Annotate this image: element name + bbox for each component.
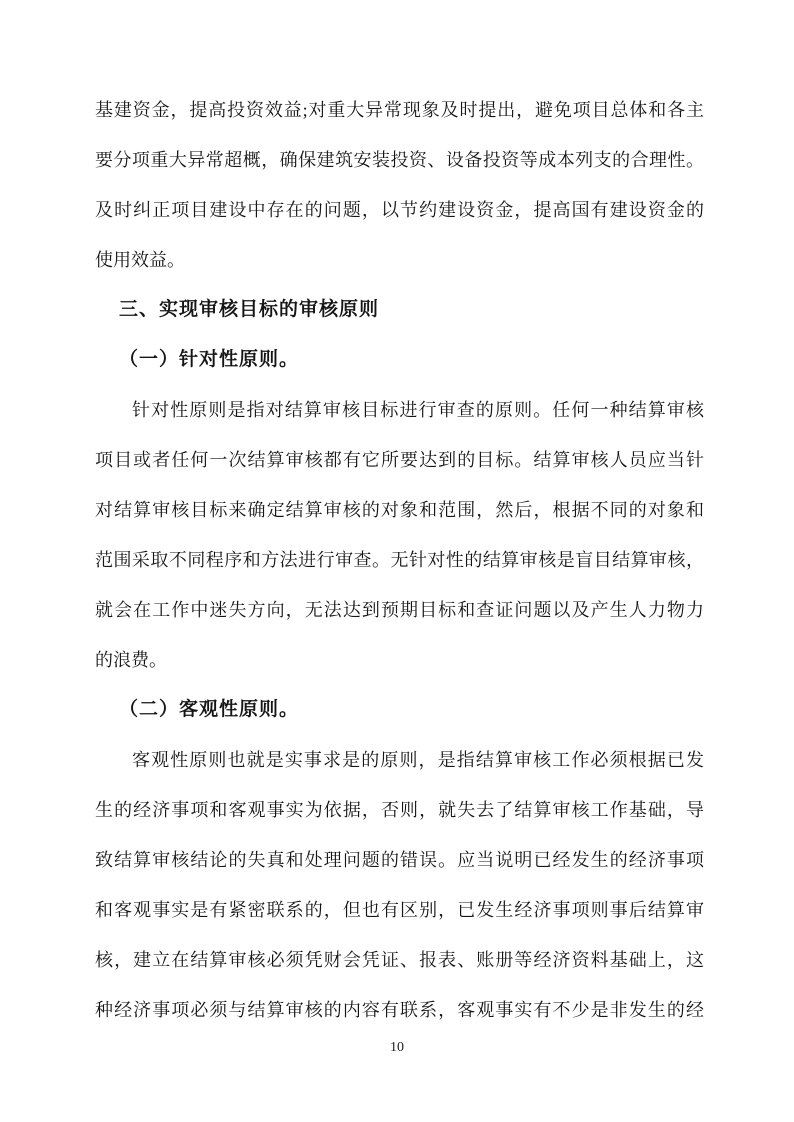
text-line: 范围采取不同程序和方法进行审查。无针对性的结算审核是盲目结算审核，: [95, 550, 704, 570]
text-line: 针对性原则是指对结算审核目标进行审查的原则。任何一种结算审核: [132, 400, 704, 420]
section-heading: 三、实现审核目标的审核原则: [119, 299, 380, 320]
text-line: 使用效益。: [95, 250, 185, 270]
text-line: 生的经济事项和客观事实为依据，否则，就失去了结算审核工作基础，导: [95, 800, 704, 820]
page-number: 10: [390, 1040, 404, 1055]
paragraph: [95, 385, 704, 685]
section-heading: （二）客观性原则。: [119, 699, 300, 720]
text-line: 基建资金，提高投资效益;对重大异常现象及时提出，避免项目总体和各主: [95, 100, 704, 120]
text-line: 项目或者任何一次结算审核都有它所要达到的目标。结算审核人员应当针: [95, 450, 704, 470]
text-line: 要分项重大异常超概，确保建筑安装投资、设备投资等成本列支的合理性。: [95, 150, 704, 170]
text-line: 种经济事项必须与结算审核的内容有联系，客观事实有不少是非发生的经: [95, 1000, 704, 1020]
text-line: 核，建立在结算审核必须凭财会凭证、报表、账册等经济资料基础上，这: [95, 950, 704, 970]
text-line: 客观性原则也就是实事求是的原则，是指结算审核工作必须根据已发: [132, 750, 704, 770]
document-content: [95, 85, 704, 1035]
section-heading: （一）针对性原则。: [119, 349, 300, 370]
text-line: 和客观事实是有紧密联系的，但也有区别，已发生经济事项则事后结算审: [95, 900, 704, 920]
text-line: 就会在工作中迷失方向，无法达到预期目标和查证问题以及产生人力物力: [95, 600, 704, 620]
text-line: 及时纠正项目建设中存在的问题，以节约建设资金，提高国有建设资金的: [95, 200, 704, 220]
text-line: 的浪费。: [95, 650, 167, 670]
text-line: 致结算审核结论的失真和处理问题的错误。应当说明已经发生的经济事项: [95, 850, 704, 870]
paragraph: [95, 85, 704, 285]
text-line: 对结算审核目标来确定结算审核的对象和范围，然后，根据不同的对象和: [95, 500, 704, 520]
paragraph: [95, 735, 704, 1035]
page-footer: [0, 1038, 794, 1056]
